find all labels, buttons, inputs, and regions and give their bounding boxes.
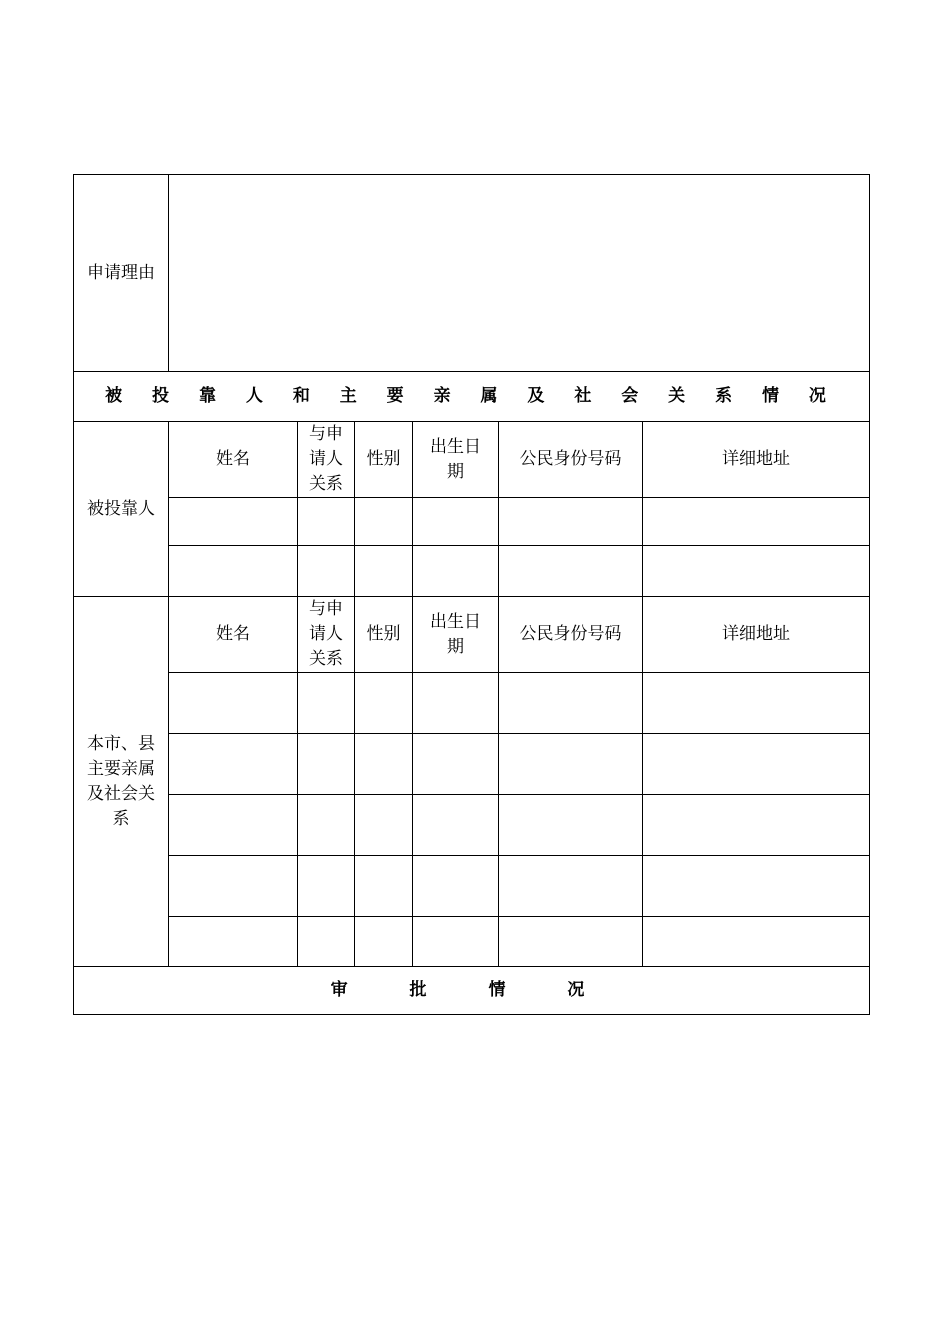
cell-birth-date[interactable] — [413, 917, 499, 967]
col-birth-header — [413, 597, 499, 673]
cell-gender[interactable] — [355, 856, 413, 917]
col-gender-header: 性别 — [355, 597, 413, 673]
col-relation-header-text: 与申请人关系 — [309, 424, 343, 494]
cell-name[interactable] — [169, 856, 298, 917]
cell-relation[interactable] — [298, 673, 355, 734]
col-address-header: 详细地址 — [643, 422, 870, 498]
cell-id-number[interactable] — [499, 795, 643, 856]
table-row — [74, 498, 870, 546]
col-birth-header-text: 出生日期 — [430, 611, 481, 657]
cell-birth-date[interactable] — [413, 734, 499, 795]
cell-name[interactable] — [169, 673, 298, 734]
cell-name[interactable] — [169, 498, 298, 546]
reason-field[interactable] — [169, 175, 870, 372]
cell-id-number[interactable] — [499, 734, 643, 795]
cell-birth-date[interactable] — [413, 856, 499, 917]
col-id-header: 公民身份号码 — [499, 597, 643, 673]
table-row — [74, 917, 870, 967]
cell-gender[interactable] — [355, 917, 413, 967]
cell-relation[interactable] — [298, 734, 355, 795]
col-relation-header-text: 与申请人关系 — [309, 599, 343, 669]
col-relation-header — [298, 422, 355, 498]
cell-address[interactable] — [643, 917, 870, 967]
cell-address[interactable] — [643, 734, 870, 795]
cell-birth-date[interactable] — [413, 795, 499, 856]
cell-relation[interactable] — [298, 795, 355, 856]
cell-birth-date[interactable] — [413, 673, 499, 734]
cell-id-number[interactable] — [499, 917, 643, 967]
relatives-label-text: 本市、县主要亲属及社会关系 — [87, 733, 155, 829]
table-row — [74, 734, 870, 795]
cell-id-number[interactable] — [499, 546, 643, 597]
table-row — [74, 856, 870, 917]
cell-relation[interactable] — [298, 917, 355, 967]
table-row — [74, 795, 870, 856]
col-address-header: 详细地址 — [643, 597, 870, 673]
cell-address[interactable] — [643, 856, 870, 917]
cell-gender[interactable] — [355, 546, 413, 597]
cell-name[interactable] — [169, 734, 298, 795]
section-title: 被 投 靠 人 和 主 要 亲 属 及 社 会 关 系 情 况 — [74, 372, 870, 422]
col-name-header: 姓名 — [169, 422, 298, 498]
cell-name[interactable] — [169, 546, 298, 597]
cell-relation[interactable] — [298, 856, 355, 917]
cell-gender[interactable] — [355, 734, 413, 795]
cell-birth-date[interactable] — [413, 498, 499, 546]
col-gender-header: 性别 — [355, 422, 413, 498]
approval-title: 审 批 情 况 — [74, 967, 870, 1015]
dependent-label-text: 被投靠人 — [87, 498, 155, 519]
cell-gender[interactable] — [355, 795, 413, 856]
cell-address[interactable] — [643, 673, 870, 734]
cell-id-number[interactable] — [499, 856, 643, 917]
cell-gender[interactable] — [355, 673, 413, 734]
cell-address[interactable] — [643, 498, 870, 546]
table-row — [74, 546, 870, 597]
reason-label: 申请理由 — [74, 175, 169, 372]
cell-id-number[interactable] — [499, 498, 643, 546]
cell-name[interactable] — [169, 795, 298, 856]
dependent-label — [74, 422, 169, 597]
col-birth-header — [413, 422, 499, 498]
cell-address[interactable] — [643, 546, 870, 597]
household-application-form — [73, 174, 870, 1015]
cell-address[interactable] — [643, 795, 870, 856]
col-name-header: 姓名 — [169, 597, 298, 673]
relatives-label — [74, 597, 169, 967]
table-row — [74, 673, 870, 734]
col-id-header: 公民身份号码 — [499, 422, 643, 498]
col-birth-header-text: 出生日期 — [430, 436, 481, 482]
cell-gender[interactable] — [355, 498, 413, 546]
cell-name[interactable] — [169, 917, 298, 967]
cell-relation[interactable] — [298, 546, 355, 597]
cell-birth-date[interactable] — [413, 546, 499, 597]
col-relation-header — [298, 597, 355, 673]
cell-id-number[interactable] — [499, 673, 643, 734]
cell-relation[interactable] — [298, 498, 355, 546]
